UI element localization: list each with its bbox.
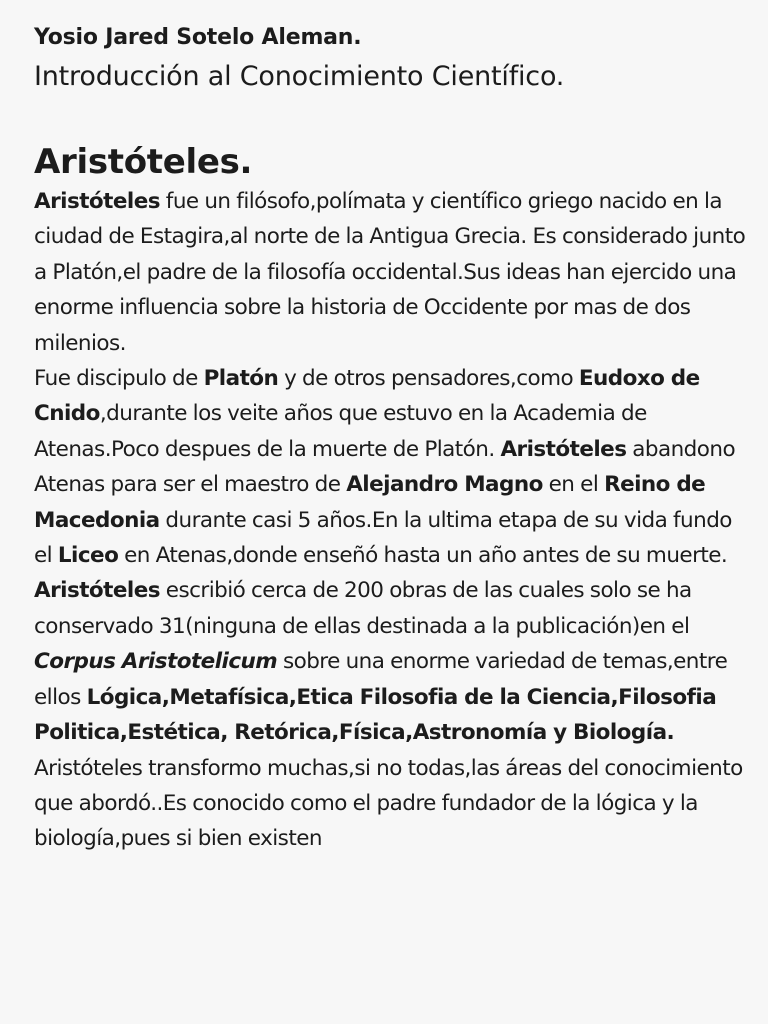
bold-aristoteles-2: Aristóteles [500,436,627,462]
bio-text-7: en Atenas,donde enseñó hasta un año antes de su muerte. [118,543,728,569]
bold-aristoteles-3: Aristóteles [34,578,161,604]
italic-corpus: Corpus Aristotelicum [34,649,278,675]
paragraph-intro [34,184,748,361]
bio-text-9: sobre una enorme variedad de temas,entre ellos [34,649,728,710]
paragraph-legacy: Aristóteles transformo muchas,si no todas,las áreas del conocimiento que abordó..Es conocido como el padre fundador de la lógica y la biología,pues si bien existen [34,755,743,852]
bold-aristoteles: Aristóteles [34,189,161,214]
paragraph-biography [34,361,748,750]
bold-areas: Lógica,Metafísica,Etica Filosofia de la Ciencia,Filosofia Politica,Estética, Retórica,Física,Astronomía y Biología. [34,684,717,746]
intro-text: fue un filósofo,polímata y científico griego nacido en la ciudad de Estagira,al norte de la Antigua Grecia. Es considerado junto a Platón,el padre de la filosofía occidental.Sus ideas han ejercido una enorme influencia sobre la historia de Occidente por mas de dos milenios. [34,189,746,356]
course-subject: Introducción al Conocimiento Científico. [34,61,565,92]
bio-text-1: Fue discipulo de [34,366,204,392]
page-title: Aristóteles. [34,142,253,182]
bold-reino: Reino de Macedonia [34,472,706,533]
bio-text-2: y de otros pensadores,como [278,366,579,392]
bold-eudoxo: Eudoxo de Cnido [34,366,700,427]
document-body [34,184,748,857]
author-name: Yosio Jared Sotelo Aleman. [34,25,362,50]
bold-liceo: Liceo [57,543,119,569]
bio-text-5: en el [542,472,605,498]
bio-text-6: durante casi 5 años.En la ultima etapa de su vida fundo el [34,507,732,569]
bold-alejandro: Alejandro Magno [346,472,543,498]
bio-text-8: escribió cerca de 200 obras de las cuales solo se ha conservado 31(ninguna de ellas destinada a la publicación)en el [34,578,692,639]
bio-text-4: abandono Atenas para ser el maestro de [34,436,736,498]
bold-platon: Platón [203,366,279,392]
bio-text-3: ,durante los veite años que estuvo en la Academia de Atenas.Poco despues de la muerte de Platón. [34,401,647,462]
